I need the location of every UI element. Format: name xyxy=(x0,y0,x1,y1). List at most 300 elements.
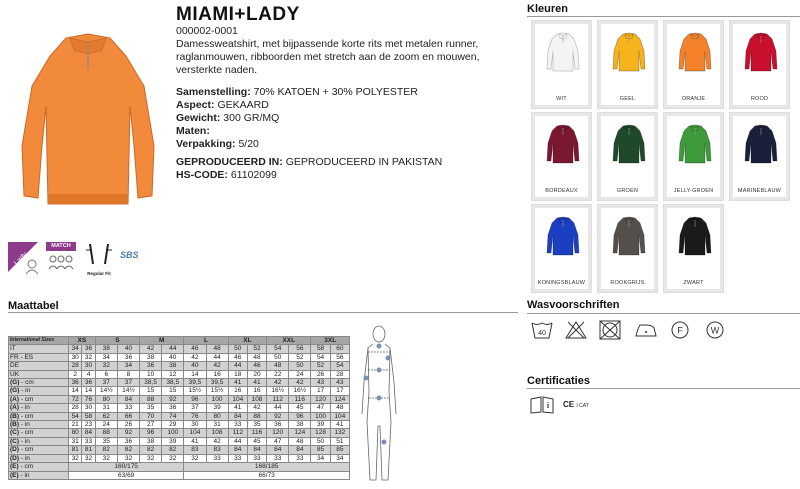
table-cell: 31 xyxy=(69,437,82,445)
table-cell: 6 xyxy=(95,370,117,378)
sweatshirt-icon xyxy=(546,123,580,165)
size-column-header: XL xyxy=(228,337,266,345)
spec-sizes: Maten: xyxy=(176,125,210,137)
row-label: (B) - in xyxy=(9,421,69,429)
row-label: (E) - cm xyxy=(9,463,69,471)
lady-badge-icon xyxy=(8,242,42,276)
table-cell: 66 xyxy=(117,412,139,420)
product-title: MIAMI+LADY xyxy=(176,4,300,25)
table-cell: 35 xyxy=(247,421,266,429)
table-cell: 31 xyxy=(206,421,228,429)
table-cell: 80 xyxy=(206,412,228,420)
table-cell: 36 xyxy=(140,362,162,370)
size-column-header: L xyxy=(184,337,228,345)
table-cell: 33 xyxy=(289,454,311,462)
table-cell: 18 xyxy=(228,370,247,378)
table-cell: 50 xyxy=(311,437,330,445)
table-cell: 120 xyxy=(267,429,289,437)
table-cell: 34 xyxy=(117,362,139,370)
table-cell: 84 xyxy=(228,412,247,420)
table-row xyxy=(9,421,350,429)
table-cell: 28 xyxy=(330,370,349,378)
table-cell: 82 xyxy=(162,446,184,454)
table-cell: 70 xyxy=(140,412,162,420)
table-cell: 50 xyxy=(267,353,289,361)
color-swatch-label: ORANJE xyxy=(681,96,706,102)
table-cell: 28 xyxy=(69,404,82,412)
color-swatch-label: GEEL xyxy=(619,96,636,102)
table-cell: 33 xyxy=(206,454,228,462)
table-row xyxy=(9,370,350,378)
table-cell: 32 xyxy=(95,454,117,462)
wet-clean-w-icon xyxy=(705,320,725,340)
body-measurement-icon xyxy=(354,322,404,484)
iron-icon xyxy=(634,320,658,340)
table-cell: 36 xyxy=(82,379,95,387)
table-cell: 14 xyxy=(184,370,206,378)
table-cell: 16½ xyxy=(289,387,311,395)
color-swatch[interactable] xyxy=(597,204,658,293)
table-cell: 36 xyxy=(267,421,289,429)
row-label: DE xyxy=(9,362,69,370)
table-cell: 58 xyxy=(82,412,95,420)
color-swatch[interactable] xyxy=(597,20,658,109)
table-cell: 46 xyxy=(228,353,247,361)
sweatshirt-icon xyxy=(678,215,712,257)
table-cell: 33 xyxy=(247,454,266,462)
color-swatch-label: WIT xyxy=(556,96,567,102)
table-cell: 44 xyxy=(228,362,247,370)
table-cell: 34 xyxy=(95,353,117,361)
table-cell: 104 xyxy=(184,429,206,437)
spec-aspect: Aspect: GEKAARD xyxy=(176,99,269,111)
table-cell: 42 xyxy=(206,362,228,370)
color-swatch-label: ZWART xyxy=(683,280,704,286)
table-cell: 52 xyxy=(289,353,311,361)
row-label: (E) - in xyxy=(9,471,69,479)
table-cell: 160/175 xyxy=(69,463,184,471)
sweatshirt-icon xyxy=(546,31,580,73)
table-cell: 32 xyxy=(82,454,95,462)
row-label: UK xyxy=(9,370,69,378)
table-cell: 50 xyxy=(228,345,247,353)
match-people-icon xyxy=(46,251,76,273)
table-cell: 128 xyxy=(311,429,330,437)
table-cell: 100 xyxy=(162,429,184,437)
table-cell: 66/73 xyxy=(184,471,350,479)
table-cell: 33 xyxy=(82,437,95,445)
match-badge: MATCH xyxy=(46,242,76,276)
spec-packaging: Verpakking: 5/20 xyxy=(176,138,259,150)
row-label: (A) - in xyxy=(9,404,69,412)
color-swatch[interactable] xyxy=(597,112,658,201)
table-cell: 108 xyxy=(247,395,266,403)
ce-mark: CE I CAT xyxy=(563,400,589,409)
table-cell: 96 xyxy=(184,395,206,403)
size-table-header-label: International Sizes xyxy=(9,337,69,345)
color-swatch[interactable] xyxy=(663,204,724,293)
table-cell: 45 xyxy=(289,404,311,412)
svg-text:F: F xyxy=(677,325,683,336)
table-cell: 14 xyxy=(82,387,95,395)
table-cell: 36 xyxy=(69,379,82,387)
table-cell: 15 xyxy=(162,387,184,395)
table-cell: 22 xyxy=(267,370,289,378)
color-swatch-label: MARINEBLAUW xyxy=(737,188,782,194)
table-cell: 39 xyxy=(162,437,184,445)
svg-text:W: W xyxy=(710,325,720,336)
table-cell: 36 xyxy=(117,353,139,361)
table-cell: 84 xyxy=(228,446,247,454)
table-cell: 72 xyxy=(69,395,82,403)
color-swatch-label: BORDEAUX xyxy=(545,188,578,194)
table-cell: 32 xyxy=(95,362,117,370)
table-cell: 51 xyxy=(330,437,349,445)
row-label: (G) - in xyxy=(9,387,69,395)
table-row xyxy=(9,446,350,454)
table-cell: 60 xyxy=(330,345,349,353)
table-cell: 88 xyxy=(95,429,117,437)
table-cell: 54 xyxy=(311,353,330,361)
regular-fit-icon xyxy=(82,242,116,266)
table-cell: 46 xyxy=(247,362,266,370)
table-cell: 84 xyxy=(117,395,139,403)
colors-divider xyxy=(527,16,800,17)
table-cell: 8 xyxy=(117,370,139,378)
wash-40-icon xyxy=(531,320,553,340)
table-cell: 81 xyxy=(82,446,95,454)
table-cell: 26 xyxy=(311,370,330,378)
table-cell: 37 xyxy=(184,404,206,412)
color-swatch[interactable] xyxy=(531,112,592,201)
table-cell: 40 xyxy=(184,362,206,370)
table-cell: 15 xyxy=(140,387,162,395)
sweatshirt-icon xyxy=(744,123,778,165)
table-cell: 41 xyxy=(247,379,266,387)
table-cell: 47 xyxy=(311,404,330,412)
table-cell: 34 xyxy=(330,454,349,462)
sweatshirt-icon xyxy=(612,31,646,73)
product-description: Damessweatshirt, met bijpassende korte rits met metalen runner, raglanmouwen, ribboorden met stretch aan de zoom en mouwen, versterkte naden. xyxy=(176,38,480,76)
table-cell: 2 xyxy=(69,370,82,378)
table-cell: 50 xyxy=(289,362,311,370)
table-cell: 88 xyxy=(140,395,162,403)
table-cell: 112 xyxy=(267,395,289,403)
table-cell: 12 xyxy=(162,370,184,378)
table-cell: 17 xyxy=(330,387,349,395)
table-cell: 56 xyxy=(289,345,311,353)
svg-text:i: i xyxy=(546,401,550,410)
product-image xyxy=(14,26,162,212)
table-cell: 48 xyxy=(330,404,349,412)
table-cell: 48 xyxy=(289,437,311,445)
product-origin xyxy=(176,156,442,182)
table-cell: 80 xyxy=(95,395,117,403)
table-cell: 132 xyxy=(330,429,349,437)
table-cell: 85 xyxy=(330,446,349,454)
color-swatch[interactable] xyxy=(663,112,724,201)
row-label: (A) - cm xyxy=(9,395,69,403)
table-cell: 37 xyxy=(117,379,139,387)
table-cell: 34 xyxy=(69,345,82,353)
table-cell: 29 xyxy=(162,421,184,429)
table-cell: 44 xyxy=(206,353,228,361)
table-cell: 32 xyxy=(162,454,184,462)
table-cell: 104 xyxy=(330,412,349,420)
table-cell: 39 xyxy=(311,421,330,429)
table-cell: 36 xyxy=(117,437,139,445)
spec-composition: Samenstelling: 70% KATOEN + 30% POLYESTER xyxy=(176,86,418,98)
table-cell: 14 xyxy=(69,387,82,395)
table-row xyxy=(9,345,350,353)
product-specs xyxy=(176,86,418,151)
table-cell: 96 xyxy=(289,412,311,420)
table-cell: 23 xyxy=(82,421,95,429)
table-cell: 54 xyxy=(69,412,82,420)
size-table-header xyxy=(9,337,350,345)
table-cell: 44 xyxy=(162,345,184,353)
table-cell: 24 xyxy=(289,370,311,378)
table-cell: 84 xyxy=(289,446,311,454)
table-cell: 45 xyxy=(247,437,266,445)
table-cell: 56 xyxy=(330,353,349,361)
table-cell: 62 xyxy=(95,412,117,420)
table-cell: 44 xyxy=(267,404,289,412)
table-cell: 10 xyxy=(140,370,162,378)
table-cell: 42 xyxy=(184,353,206,361)
table-cell: 63/69 xyxy=(69,471,184,479)
table-cell: 39,5 xyxy=(184,379,206,387)
table-row xyxy=(9,463,350,471)
table-cell: 88 xyxy=(247,412,266,420)
table-cell: 39 xyxy=(206,404,228,412)
table-cell: 48 xyxy=(206,345,228,353)
color-swatch[interactable] xyxy=(729,20,790,109)
color-swatch-label: ROOKGRIJS xyxy=(610,280,645,286)
table-cell: 43 xyxy=(330,379,349,387)
table-cell: 85 xyxy=(311,446,330,454)
table-cell: 112 xyxy=(228,429,247,437)
table-cell: 26 xyxy=(117,421,139,429)
color-swatch[interactable] xyxy=(531,204,592,293)
table-cell: 15½ xyxy=(206,387,228,395)
table-cell: 41 xyxy=(228,379,247,387)
certs-title: Certificaties xyxy=(527,375,590,387)
table-cell: 41 xyxy=(228,404,247,412)
row-label: IT xyxy=(9,345,69,353)
table-cell: 48 xyxy=(247,353,266,361)
table-row xyxy=(9,395,350,403)
certs-divider xyxy=(527,388,800,389)
table-cell: 124 xyxy=(289,429,311,437)
spec-weight: Gewicht: 300 GR/MQ xyxy=(176,112,280,124)
color-swatch-label: GROEN xyxy=(616,188,639,194)
svg-text:Lady: Lady xyxy=(13,251,29,267)
table-cell: 124 xyxy=(330,395,349,403)
sweatshirt-icon xyxy=(678,31,712,73)
table-cell: 42 xyxy=(206,437,228,445)
size-column-header: XS xyxy=(69,337,96,345)
dry-clean-f-icon xyxy=(670,320,690,340)
table-cell: 168/185 xyxy=(184,463,350,471)
table-row xyxy=(9,412,350,420)
table-cell: 30 xyxy=(82,362,95,370)
table-cell: 41 xyxy=(330,421,349,429)
table-cell: 84 xyxy=(82,429,95,437)
table-cell: 40 xyxy=(162,353,184,361)
row-label: (C) - in xyxy=(9,437,69,445)
table-cell: 14½ xyxy=(95,387,117,395)
table-cell: 42 xyxy=(140,345,162,353)
row-label: (C) - cm xyxy=(9,429,69,437)
table-cell: 17 xyxy=(311,387,330,395)
table-cell: 38 xyxy=(140,353,162,361)
table-cell: 96 xyxy=(140,429,162,437)
table-cell: 92 xyxy=(267,412,289,420)
table-row xyxy=(9,404,350,412)
size-column-header: S xyxy=(95,337,139,345)
sweatshirt-icon xyxy=(546,215,580,257)
table-cell: 33 xyxy=(267,454,289,462)
table-cell: 82 xyxy=(140,446,162,454)
table-cell: 120 xyxy=(311,395,330,403)
size-table-divider xyxy=(8,312,518,313)
table-cell: 30 xyxy=(69,353,82,361)
table-cell: 92 xyxy=(117,429,139,437)
color-swatch[interactable] xyxy=(663,20,724,109)
table-cell: 54 xyxy=(267,345,289,353)
table-cell: 82 xyxy=(117,446,139,454)
table-row xyxy=(9,387,350,395)
size-column-header: XXL xyxy=(267,337,311,345)
instructions-book-icon xyxy=(530,396,554,414)
row-label: (B) - cm xyxy=(9,412,69,420)
table-cell: 32 xyxy=(184,454,206,462)
table-cell: 38,5 xyxy=(140,379,162,387)
table-cell: 54 xyxy=(330,362,349,370)
colors-title: Kleuren xyxy=(527,3,568,15)
table-cell: 104 xyxy=(228,395,247,403)
table-cell: 28 xyxy=(69,362,82,370)
table-cell: 16½ xyxy=(267,387,289,395)
table-cell: 30 xyxy=(82,404,95,412)
table-cell: 32 xyxy=(82,353,95,361)
table-row xyxy=(9,471,350,479)
table-row xyxy=(9,379,350,387)
table-cell: 42 xyxy=(267,379,289,387)
table-cell: 38 xyxy=(289,421,311,429)
table-row xyxy=(9,437,350,445)
table-cell: 82 xyxy=(95,446,117,454)
table-cell: 108 xyxy=(206,429,228,437)
row-label: (G) - cm xyxy=(9,379,69,387)
no-tumble-dry-icon xyxy=(599,320,621,340)
table-cell: 81 xyxy=(69,446,82,454)
sweatshirt-icon xyxy=(744,31,778,73)
table-cell: 16 xyxy=(206,370,228,378)
table-cell: 37 xyxy=(95,379,117,387)
table-cell: 74 xyxy=(162,412,184,420)
color-swatch-label: JELLY-GROEN xyxy=(673,188,714,194)
table-cell: 84 xyxy=(247,446,266,454)
table-row xyxy=(9,362,350,370)
size-column-header: M xyxy=(140,337,184,345)
table-cell: 58 xyxy=(311,345,330,353)
table-cell: 84 xyxy=(267,446,289,454)
spec-hs-code: HS-CODE: 61102099 xyxy=(176,169,277,181)
table-row xyxy=(9,454,350,462)
table-cell: 20 xyxy=(247,370,266,378)
sweatshirt-icon xyxy=(612,215,646,257)
row-label: (D) - cm xyxy=(9,446,69,454)
table-cell: 24 xyxy=(95,421,117,429)
color-swatch[interactable] xyxy=(531,20,592,109)
table-cell: 52 xyxy=(247,345,266,353)
table-cell: 34 xyxy=(311,454,330,462)
table-cell: 36 xyxy=(82,345,95,353)
table-cell: 92 xyxy=(162,395,184,403)
table-cell: 38,5 xyxy=(162,379,184,387)
color-swatch[interactable] xyxy=(729,112,790,201)
table-cell: 44 xyxy=(228,437,247,445)
row-label: FR - ES xyxy=(9,353,69,361)
wash-title: Wasvoorschriften xyxy=(527,299,620,311)
table-cell: 21 xyxy=(69,421,82,429)
table-cell: 38 xyxy=(162,362,184,370)
table-cell: 83 xyxy=(184,446,206,454)
product-code: 000002-0001 xyxy=(176,25,238,37)
table-cell: 41 xyxy=(184,437,206,445)
table-cell: 32 xyxy=(117,454,139,462)
sbs-logo: SBS xyxy=(120,250,139,260)
sweatshirt-icon xyxy=(678,123,712,165)
table-cell: 48 xyxy=(267,362,289,370)
table-cell: 39,5 xyxy=(206,379,228,387)
table-cell: 27 xyxy=(140,421,162,429)
table-cell: 35 xyxy=(95,437,117,445)
size-column-header: 3XL xyxy=(311,337,350,345)
table-cell: 30 xyxy=(184,421,206,429)
table-cell: 38 xyxy=(140,437,162,445)
table-cell: 38 xyxy=(95,345,117,353)
table-cell: 42 xyxy=(289,379,311,387)
table-cell: 83 xyxy=(206,446,228,454)
table-cell: 16 xyxy=(247,387,266,395)
table-cell: 32 xyxy=(69,454,82,462)
table-row xyxy=(9,429,350,437)
table-cell: 33 xyxy=(117,404,139,412)
table-cell: 76 xyxy=(82,395,95,403)
table-cell: 46 xyxy=(184,345,206,353)
table-cell: 47 xyxy=(267,437,289,445)
size-table xyxy=(8,336,350,480)
sweatshirt-icon xyxy=(612,123,646,165)
table-cell: 42 xyxy=(247,404,266,412)
color-swatch-label: ROOD xyxy=(750,96,769,102)
table-cell: 76 xyxy=(184,412,206,420)
table-cell: 116 xyxy=(247,429,266,437)
table-cell: 100 xyxy=(311,412,330,420)
bleach-icon xyxy=(565,320,587,340)
regular-fit-badge: Regular Fit xyxy=(82,242,116,276)
table-cell: 15½ xyxy=(184,387,206,395)
table-cell: 43 xyxy=(311,379,330,387)
table-cell: 52 xyxy=(311,362,330,370)
table-cell: 33 xyxy=(228,421,247,429)
wash-divider xyxy=(527,313,800,314)
table-cell: 14½ xyxy=(117,387,139,395)
table-cell: 36 xyxy=(162,404,184,412)
